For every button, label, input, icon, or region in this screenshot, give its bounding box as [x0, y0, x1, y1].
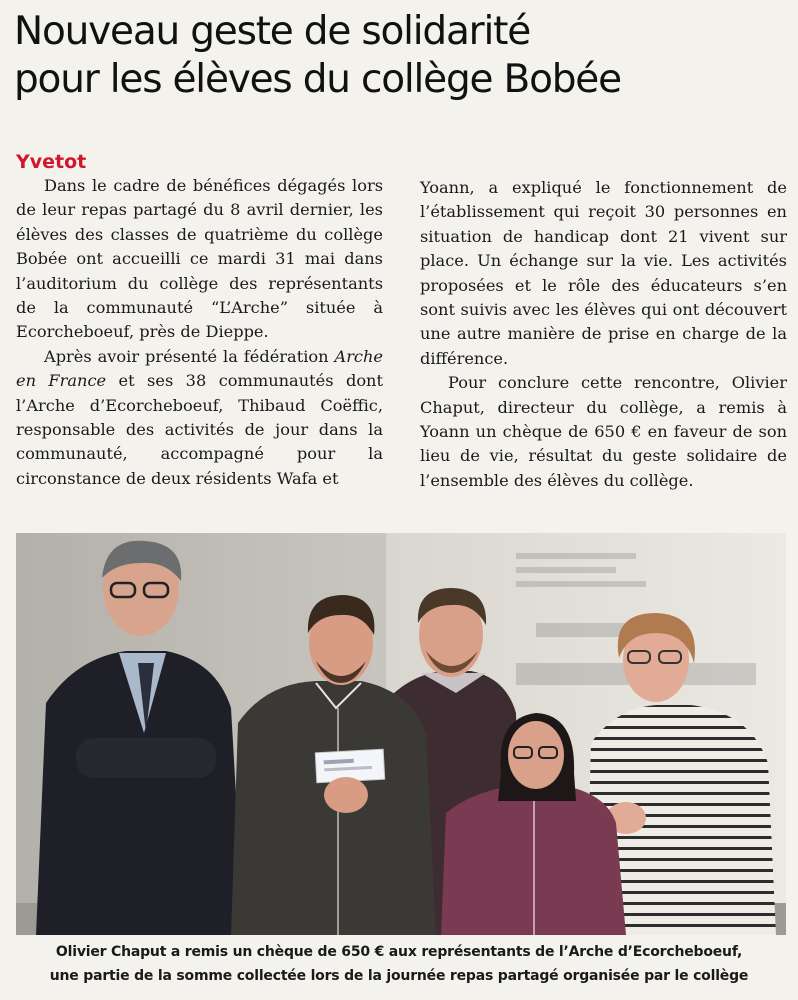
caption-line-1: Olivier Chaput a remis un chèque de 650 € aux représentants de l’Arche d’Ecorcheboeuf, — [55, 944, 743, 960]
headline-line-2: pour les élèves du collège Bobée — [14, 57, 621, 102]
location-kicker: Yvetot — [16, 151, 87, 173]
paragraph-2-start — [16, 345, 383, 491]
article-headline — [14, 8, 784, 104]
paragraph-2-italic: Arche en France — [16, 346, 383, 391]
paragraph-3: Pour conclure cette rencontre, Olivier Chaput, directeur du collège, a remis à Yoann un chèque de 650 € en faveur de son lieu de vie, résultat du geste solidaire de l’ensemble des élèves du collège. — [420, 373, 787, 490]
article-photo — [16, 533, 786, 935]
headline-line-1: Nouveau geste de solidarité — [14, 9, 530, 54]
paragraph-1: Dans le cadre de bénéfices dégagés lors de leur repas partagé du 8 avril dernier, les élèves des classes de quatrième du collège Bobée ont accueilli ce mardi 31 mai dans l’auditorium du collège des représentants de la communauté “L’Arche” située à Ecorcheboeuf, près de Dieppe. — [16, 176, 383, 342]
photo-caption — [10, 940, 788, 988]
paragraph-2-after: et ses 38 communautés dont l’Arche d’Ecorcheboeuf, Thibaud Coëffic, responsable des activités de jour dans la communauté, accompagné pour la circonstance de deux résidents Wafa et — [16, 371, 383, 488]
caption-line-2: une partie de la somme collectée lors de la journée repas partagé organisée par le collège — [49, 968, 749, 984]
group-photo-illustration — [16, 533, 786, 935]
article-body — [16, 150, 788, 490]
column-left — [16, 150, 383, 491]
paragraph-2-continued: Yoann, a expliqué le fonctionnement de l’établissement qui reçoit 30 personnes en situation de handicap dont 21 vivent sur place. Un échange sur la vie. Les activités proposées et le rôle des éducateurs s’en sont suivis avec les élèves qui ont découvert une autre manière de prise en charge de la différence. — [420, 178, 787, 368]
paragraph-2-before: Après avoir présenté la fédération — [44, 346, 335, 366]
column-right — [420, 176, 787, 493]
